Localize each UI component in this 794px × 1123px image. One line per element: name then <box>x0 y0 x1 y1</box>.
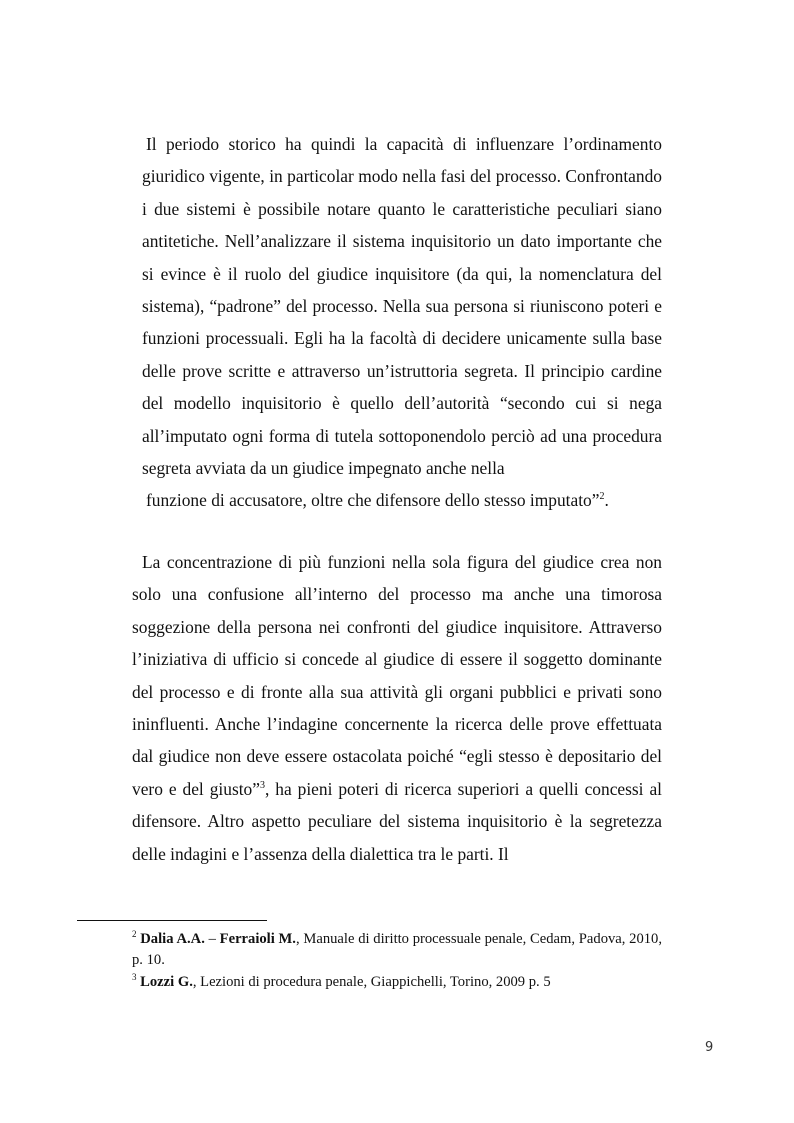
footnote-ref-3[interactable]: 3 <box>259 780 265 792</box>
footnote-3-citation: , Lezioni di procedura penale, Giappichelli, Torino, 2009 p. 5 <box>192 974 551 990</box>
paragraph-1-last-line-text: funzione di accusatore, oltre che difensore dello stesso imputato” <box>146 490 600 511</box>
footnote-2-author-2: Ferraioli M. <box>219 931 296 947</box>
footnote-ref-2[interactable]: 2 <box>599 491 605 503</box>
paragraph-2-part-2: , ha pieni poteri di ricerca superiori a quelli concessi al difensore. Altro aspetto peculiare del sistema inquisitorio è la segretezza delle indagini e l’assenza della dialettica tra le parti. Il <box>132 778 662 864</box>
footnote-3 <box>132 972 662 993</box>
footnote-3-number: 3 <box>132 972 137 983</box>
footnote-2-author-1: Dalia A.A. <box>140 931 205 947</box>
footnote-3-author: Lozzi G. <box>140 974 193 990</box>
paragraph-1-last-line <box>142 484 662 516</box>
paragraph-1-end: . <box>604 490 609 511</box>
body-paragraph-1 <box>142 128 662 517</box>
footnote-2-citation: , Manuale di diritto processuale penale, Cedam, Padova, 2010, p. 10. <box>132 931 663 968</box>
footnote-2-number: 2 <box>132 929 137 940</box>
body-paragraph-2 <box>132 546 662 870</box>
footnote-2-separator: – <box>204 931 220 947</box>
page-number: 9 <box>705 1040 714 1055</box>
footnote-2 <box>132 929 662 971</box>
paragraph-1-text: Il periodo storico ha quindi la capacità di influenzare l’ordinamento giuridico vigente, in particolar modo nella fasi del processo. Confrontando i due sistemi è possibile notare quanto le caratteristiche peculiari siano antitetiche. Nell’analizzare il sistema inquisitorio un dato importante che si evince è il ruolo del giudice inquisitore (da qui, la nomenclatura del sistema), “padrone” del processo. Nella sua persona si riuniscono poteri e funzioni processuali. Egli ha la facoltà di decidere unicamente sulla base delle prove scritte e attraverso un’istruttoria segreta. Il principio cardine del modello inquisitorio è quello dell’autorità “secondo cui si nega all’imputato ogni forma di tutela sottoponendolo perciò ad una procedura segreta avviata da un giudice impegnato anche nella <box>142 134 662 479</box>
paragraph-2-part-1: La concentrazione di più funzioni nella sola figura del giudice crea non solo una confusione all’interno del processo ma anche una timorosa soggezione della persona nei confronti del giudice inquisitore. Attraverso l’iniziativa di ufficio si concede al giudice di essere il soggetto dominante del processo e di fronte alla sua attività gli organi pubblici e privati sono ininfluenti. Anche l’indagine concernente la ricerca delle prove effettuata dal giudice non deve essere ostacolata poiché “egli stesso è depositario del vero e del giusto” <box>132 552 662 799</box>
footnote-separator <box>77 920 267 921</box>
